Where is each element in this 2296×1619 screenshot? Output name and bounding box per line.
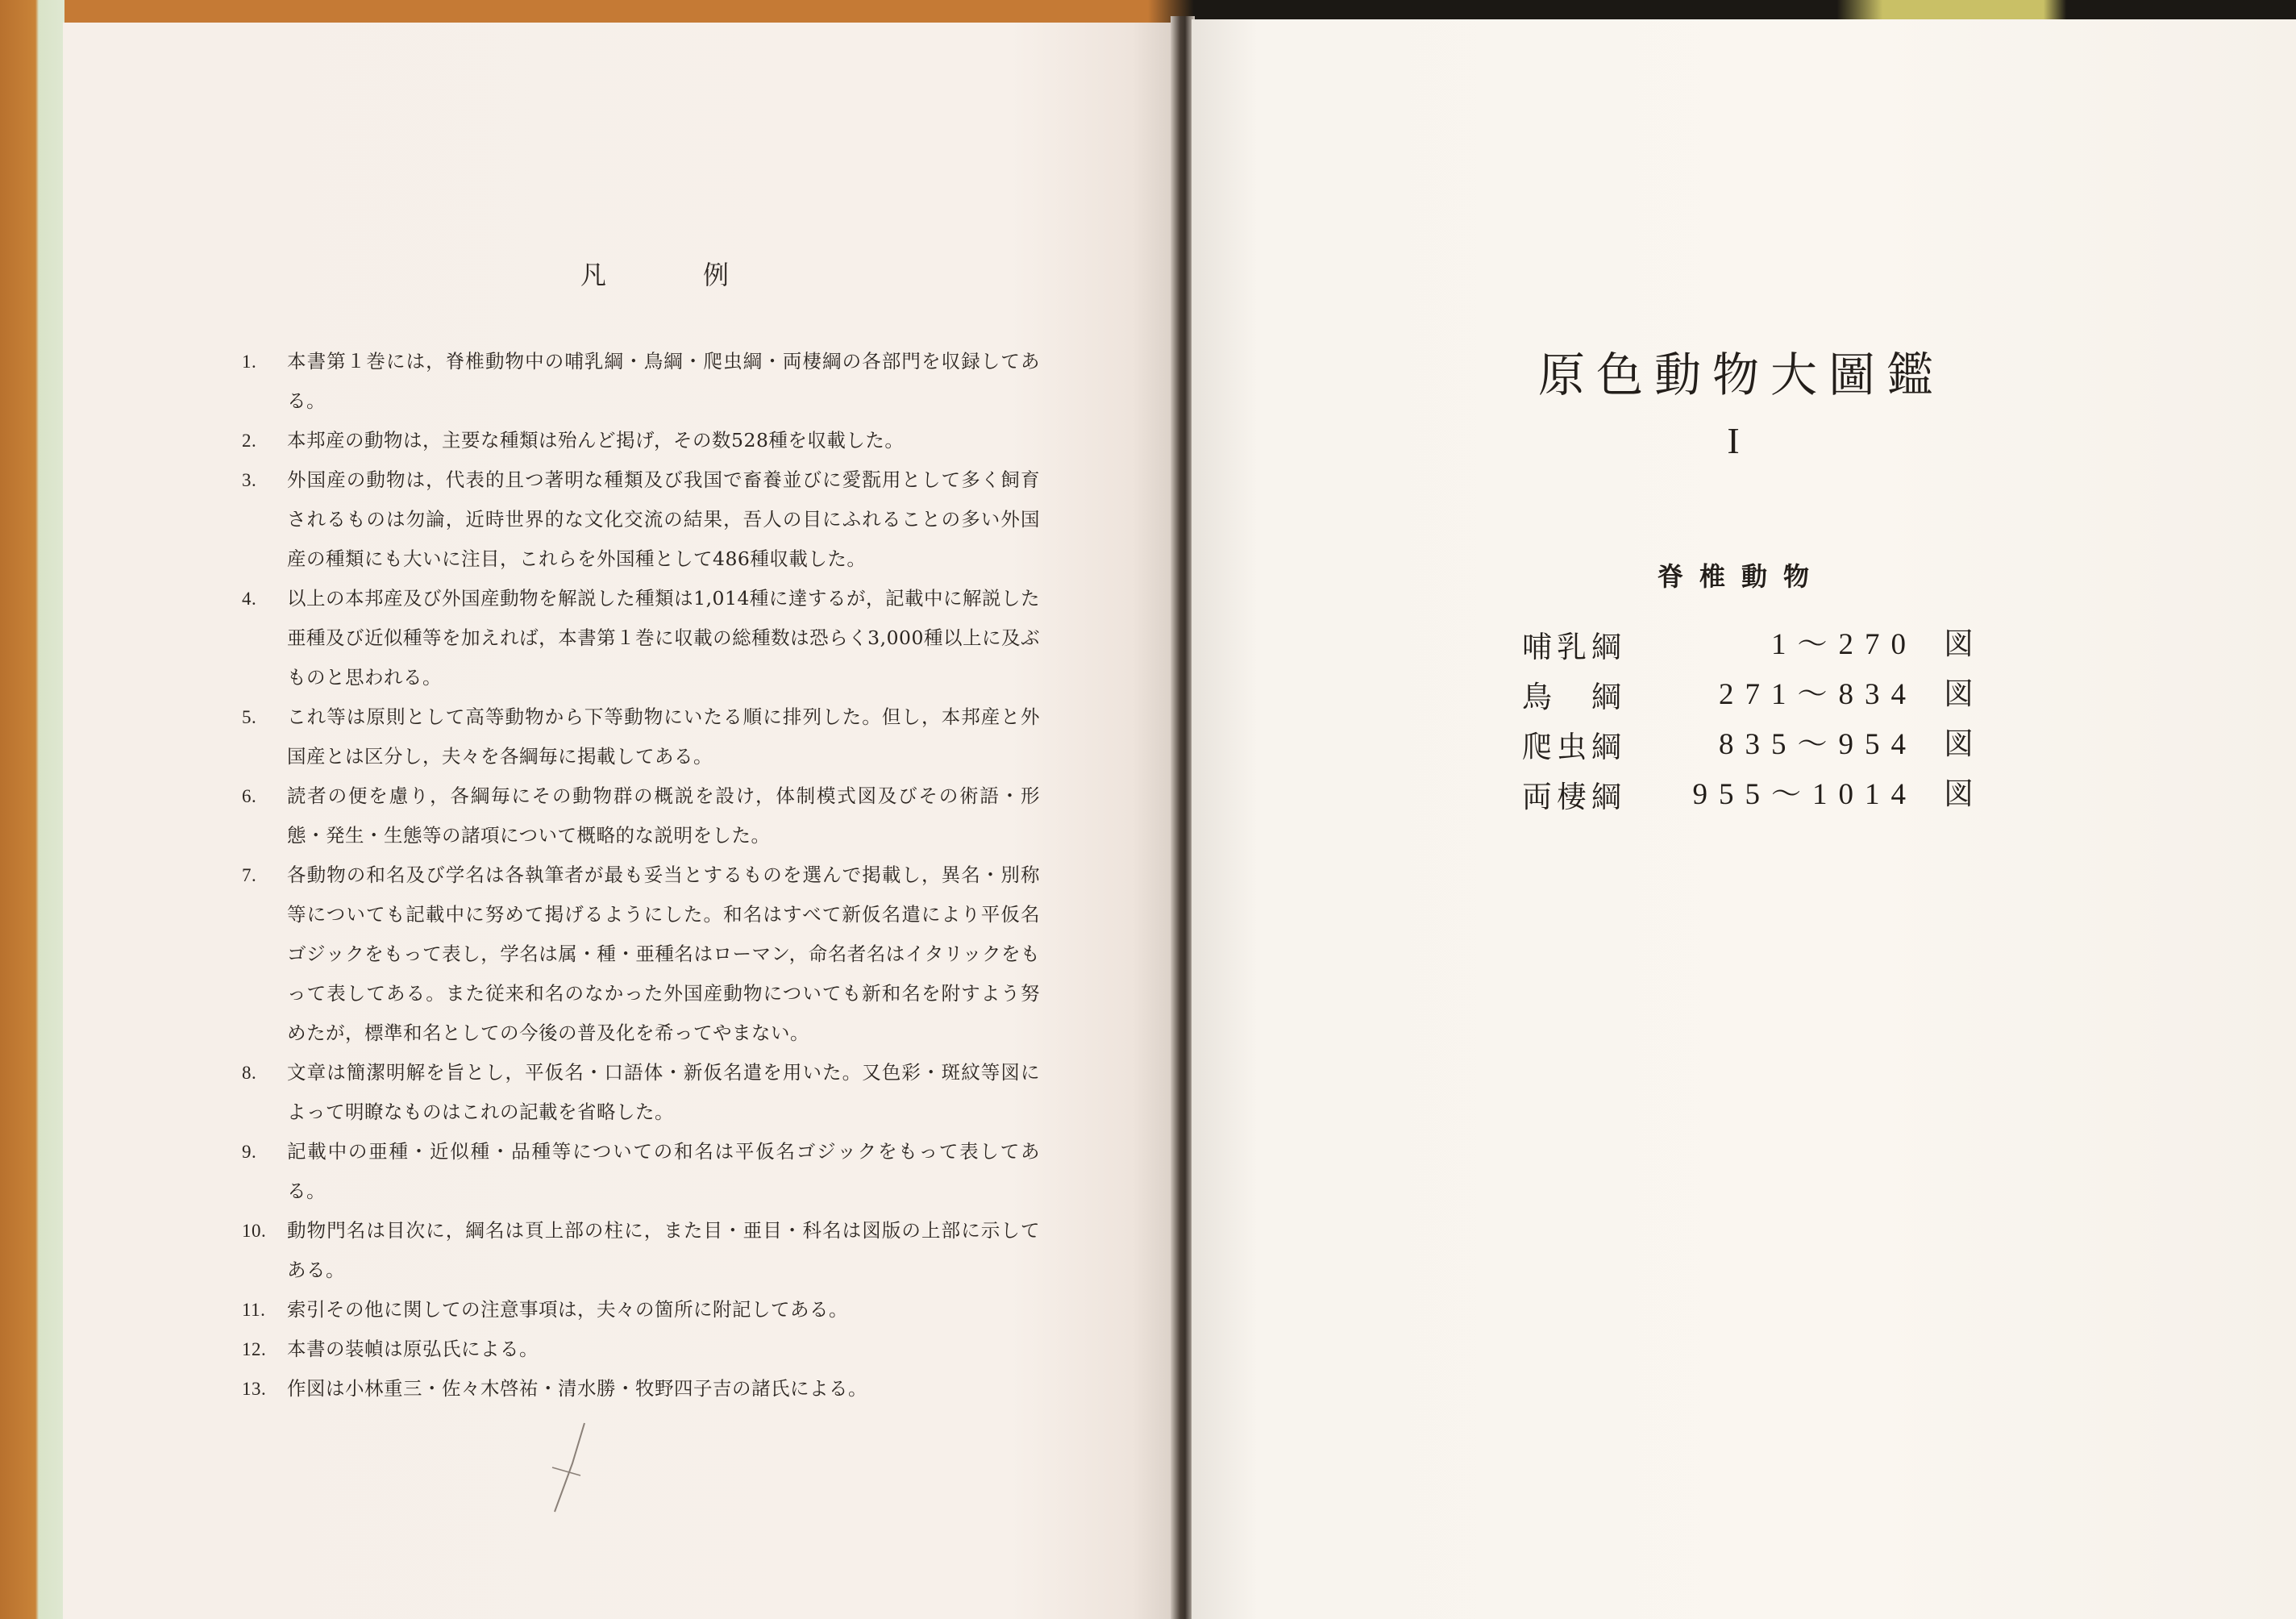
item-text: 外国産の動物は，代表的且つ著明な種類及び我国で畜養並びに愛翫用として多く飼育されるものは勿論，近時世界的な文化交流の結果，吾人の目にふれることの多い外国産の種類にも大いに注目，これらを外国種として486種収載した。 (287, 468, 1040, 570)
item-text: 索引その他に関しての注意事項は，夫々の箇所に附記してある。 (287, 1298, 848, 1321)
item-number: 6. (242, 786, 257, 806)
figure-range: 955〜1014 (1692, 778, 1917, 811)
item-text: 文章は簡潔明解を旨とし，平仮名・口語体・新仮名遣を用いた。又色彩・斑紋等図によって明瞭なものはこれの記載を省略した。 (287, 1061, 1040, 1123)
list-item (242, 421, 1040, 460)
figure-suffix: 図 (1944, 726, 1974, 761)
class-name: 両棲綱 (1522, 780, 1626, 814)
class-list (1522, 619, 1974, 819)
item-text: 各動物の和名及び学名は各執筆者が最も妥当とするものを選んで掲載し，異名・別称等についても記載中に努めて掲げるようにした。和名はすべて新仮名遣により平仮名ゴジックをもって表し，学名は属・種・亜種名はローマン，命名者名はイタリックをもって表してある。また従来和名のなかった外国産動物についても新和名を附すよう努めたが，標準和名としての今後の普及化を希ってやまない。 (287, 864, 1040, 1044)
item-text: 記載中の亜種・近似種・品種等についての和名は平仮名ゴジックをもって表してある。 (287, 1140, 1040, 1202)
item-number: 8. (242, 1063, 257, 1083)
page-heading: 凡 例 (580, 260, 765, 290)
list-item (242, 1369, 1040, 1409)
figure-suffix: 図 (1944, 676, 1974, 711)
class-row (1522, 619, 1974, 669)
class-row (1522, 669, 1974, 719)
class-name: 鳥 綱 (1522, 680, 1626, 714)
item-number: 3. (242, 470, 257, 490)
list-item (242, 855, 1040, 1053)
pencil-mark (548, 1419, 597, 1516)
list-item (242, 342, 1040, 421)
item-text: 以上の本邦産及び外国産動物を解説した種類は1,014種に達するが，記載中に解説した亜種及び近似種等を加えれば，本書第１巻に収載の総種数は恐らく3,000種以上に及ぶものと思われる。 (287, 587, 1040, 689)
item-number: 13. (242, 1379, 267, 1399)
list-item (242, 1290, 1040, 1330)
item-text: これ等は原則として高等動物から下等動物にいたる順に排列した。但し，本邦産と外国産とは区分し，夫々を各綱毎に掲載してある。 (287, 705, 1040, 768)
book-cover-left-edge (0, 0, 64, 1619)
item-number: 7. (242, 865, 257, 885)
item-number: 9. (242, 1142, 257, 1162)
item-number: 11. (242, 1300, 266, 1320)
item-number: 2. (242, 431, 257, 451)
figure-suffix: 図 (1944, 626, 1974, 661)
list-item (242, 579, 1040, 697)
book-subtitle: 脊椎動物 (1657, 561, 1825, 592)
book-title: 原色動物大圖鑑 (1537, 348, 1945, 402)
right-page (1192, 19, 2296, 1619)
list-item (242, 776, 1040, 855)
item-number: 12. (242, 1339, 267, 1359)
item-number: 10. (242, 1221, 267, 1241)
list-item (242, 1053, 1040, 1132)
class-name: 爬虫綱 (1522, 730, 1626, 764)
list-item (242, 697, 1040, 776)
item-number: 4. (242, 589, 257, 609)
list-item (242, 1211, 1040, 1290)
item-text: 動物門名は目次に，綱名は頁上部の柱に，また目・亜目・科名は図版の上部に示してある。 (287, 1219, 1040, 1281)
class-name: 哺乳綱 (1522, 630, 1626, 664)
item-text: 読者の便を慮り，各綱毎にその動物群の概説を設け，体制模式図及びその術語・形態・発生・生態等の諸項について概略的な説明をした。 (287, 785, 1040, 847)
item-text: 本書第１巻には，脊椎動物中の哺乳綱・鳥綱・爬虫綱・両棲綱の各部門を収録してある。 (287, 350, 1040, 412)
item-text: 本書の装幀は原弘氏による。 (287, 1338, 539, 1360)
item-text: 作図は小林重三・佐々木啓祐・清水勝・牧野四子吉の諸氏による。 (287, 1377, 867, 1400)
list-item (242, 1330, 1040, 1369)
item-number: 1. (242, 352, 257, 372)
figure-suffix: 図 (1944, 776, 1974, 811)
figure-range: 835〜954 (1719, 728, 1917, 761)
figure-range: 271〜834 (1719, 678, 1917, 711)
class-row (1522, 719, 1974, 769)
class-row (1522, 769, 1974, 819)
item-number: 5. (242, 707, 257, 727)
list-item (242, 460, 1040, 579)
list-item (242, 1132, 1040, 1211)
figure-range: 1〜270 (1771, 628, 1917, 661)
volume-number: I (1727, 420, 1740, 461)
item-text: 本邦産の動物は，主要な種類は殆んど掲げ，その数528種を収載した。 (287, 429, 905, 452)
notes-list (242, 342, 1040, 1409)
